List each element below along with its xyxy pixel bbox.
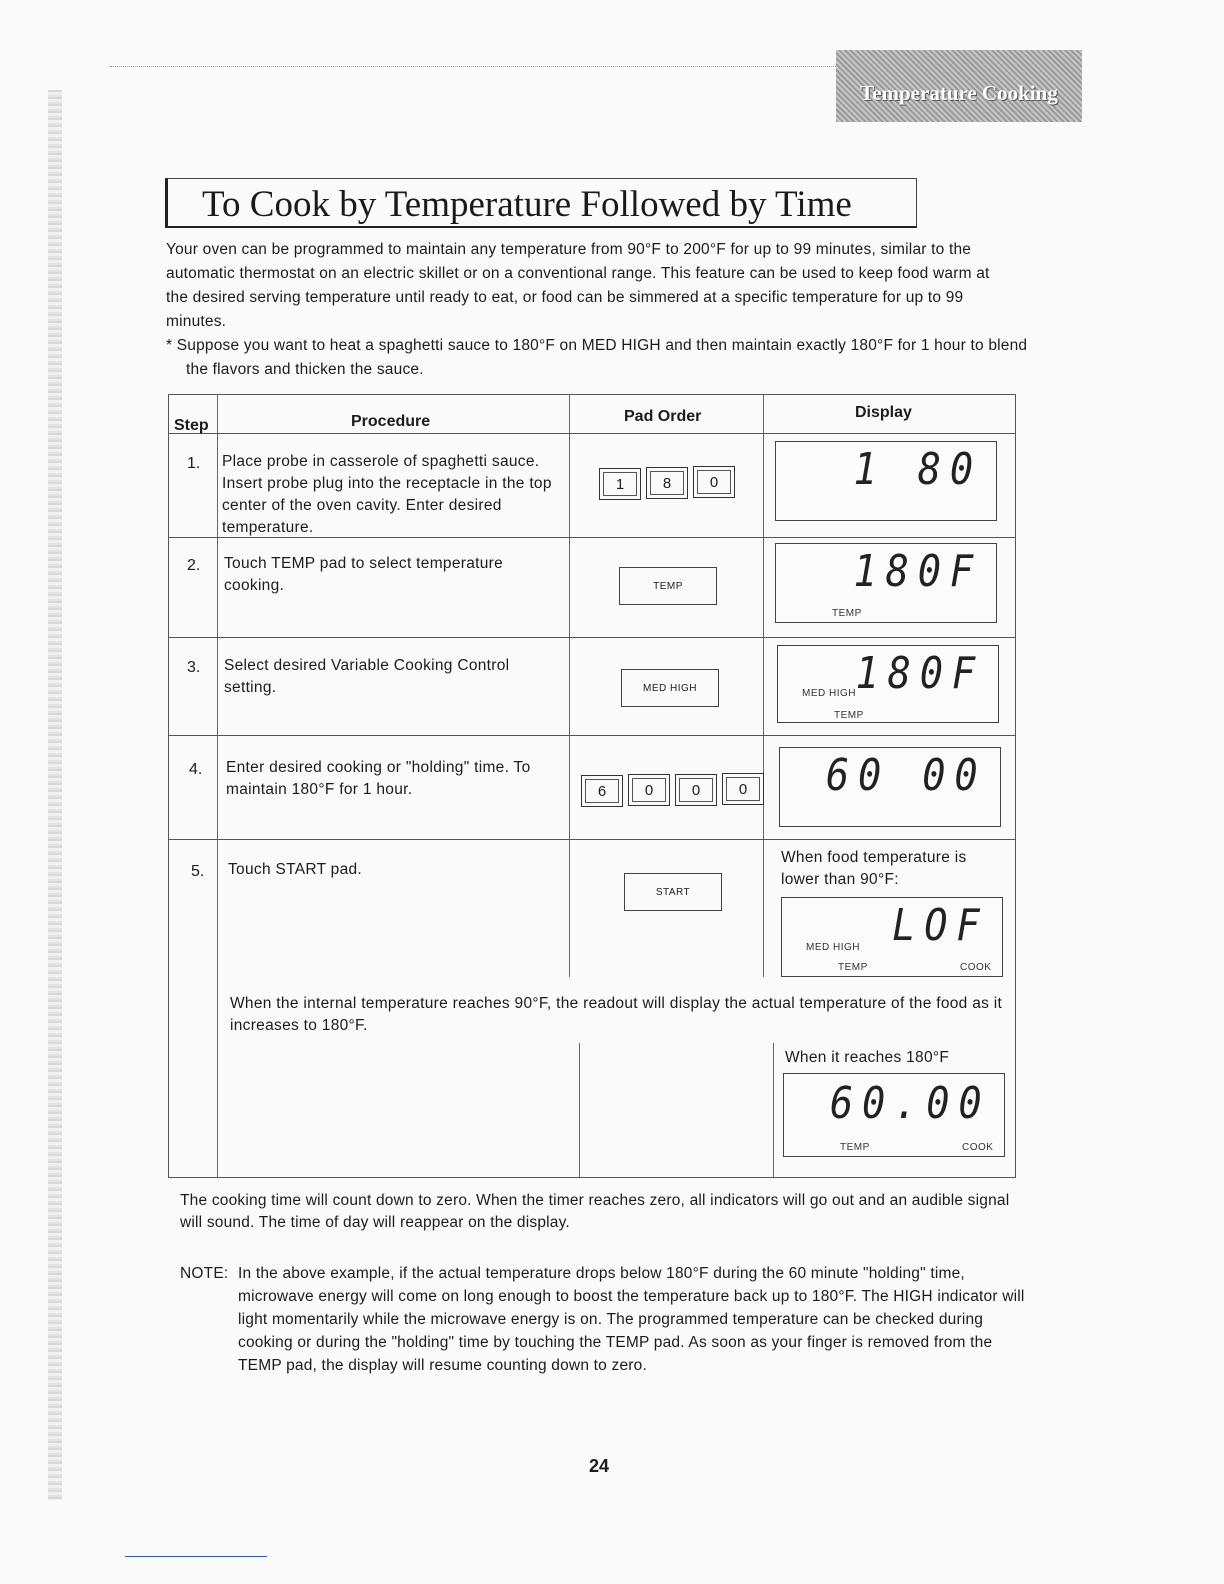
digit-pad-1[interactable]: 1	[599, 468, 641, 500]
header-divider	[169, 433, 1015, 434]
digit-pad-0[interactable]: 0	[628, 774, 670, 806]
digit-pad-8[interactable]: 8	[646, 467, 688, 499]
step-number-4: 4.	[189, 761, 203, 778]
digit-pad-0[interactable]: 0	[693, 466, 735, 498]
indicator-temp: TEMP	[832, 608, 862, 619]
display-readout-2: 180F	[853, 546, 982, 597]
display-readout-4: 60 00	[825, 750, 986, 801]
start-pad[interactable]: START	[624, 873, 722, 911]
header-display: Display	[855, 404, 912, 421]
header-procedure: Procedure	[351, 413, 431, 430]
page-number: 24	[589, 1456, 610, 1476]
step-procedure-2: Touch TEMP pad to select temperature cooking.	[224, 555, 504, 594]
display-step-5	[781, 897, 1003, 977]
display-step-2	[775, 543, 997, 623]
col-divider-pad-lower	[773, 1043, 774, 1177]
digit-pad-0[interactable]: 0	[675, 774, 717, 806]
indicator-med-high: MED HIGH	[802, 688, 856, 699]
display-note-step-5: When food temperature is lower than 90°F:	[781, 849, 967, 888]
scan-edge	[48, 90, 62, 1500]
display-note-final: When it reaches 180°F	[785, 1049, 950, 1066]
procedure-table	[168, 394, 1016, 1178]
title-box	[165, 178, 917, 228]
indicator-temp: TEMP	[838, 962, 868, 973]
outro-paragraph: The cooking time will count down to zero. When the timer reaches zero, all indicators will go out and an audible signal will sound. The time of day will reappear on the display.	[180, 1192, 1010, 1231]
display-readout-3: 180F	[855, 648, 984, 699]
temp-pad[interactable]: TEMP	[619, 567, 717, 605]
display-step-4	[779, 747, 1001, 827]
display-final	[783, 1073, 1005, 1157]
step-procedure-3: Select desired Variable Cooking Control setting.	[224, 657, 510, 696]
row-divider-3	[169, 735, 1015, 736]
step-procedure-1: Place probe in casserole of spaghetti sauce. Insert probe plug into the receptacle in the top center of the oven cavity. Enter desired temperature.	[222, 453, 552, 536]
example-paragraph: * Suppose you want to heat a spaghetti sauce to 180°F on MED HIGH and then maintain exactly 180°F for 1 hour to blend the flavors and thicken the sauce.	[166, 337, 1028, 378]
display-readout-1: 1 80	[853, 444, 982, 495]
step-number-2: 2.	[187, 557, 201, 574]
display-readout-5: LOF	[891, 900, 988, 951]
footer-rule	[125, 1556, 267, 1557]
step-number-3: 3.	[187, 659, 201, 676]
step-procedure-5: Touch START pad.	[228, 861, 363, 878]
internal-temperature-note: When the internal temperature reaches 90°F, the readout will display the actual temperature of the food as it increases to 180°F.	[230, 995, 1003, 1034]
step-number-5: 5.	[191, 863, 205, 880]
indicator-cook: COOK	[962, 1142, 994, 1153]
header-rule	[110, 66, 840, 67]
indicator-med-high: MED HIGH	[806, 942, 860, 953]
step-procedure-4: Enter desired cooking or "holding" time. To maintain 180°F for 1 hour.	[226, 759, 531, 798]
col-divider-procedure	[569, 395, 570, 977]
med-high-pad[interactable]: MED HIGH	[621, 669, 719, 707]
page-title: To Cook by Temperature Followed by Time	[202, 184, 852, 225]
header-pad-order: Pad Order	[624, 408, 702, 425]
section-tab	[836, 50, 1082, 122]
digit-pad-0[interactable]: 0	[722, 773, 764, 805]
row-divider-4	[169, 839, 1015, 840]
display-readout-final: 60.00	[829, 1078, 990, 1129]
note-text: In the above example, if the actual temperature drops below 180°F during the 60 minute "holding" time, microwave energy will come on long enough to boost the temperature back up to 180°F. The HIGH indicator will light momentarily while the microwave energy is on. The programmed temperature can be checked during cooking or during the "holding" time by touching the TEMP pad. As soon as your finger is removed from the TEMP pad, the display will resume counting down to zero.	[238, 1265, 1025, 1374]
intro-paragraph: Your oven can be programmed to maintain any temperature from 90°F to 200°F for up to 99 minutes, similar to the automatic thermostat on an electric skillet or on a conventional range. This feature can be used to keep food warm at the desired serving temperature until ready to eat, or food can be simmered at a specific temperature for up to 99 minutes.	[166, 241, 990, 330]
col-divider-step	[217, 395, 218, 1177]
col-divider-procedure-lower	[579, 1043, 580, 1177]
step-number-1: 1.	[187, 455, 201, 472]
row-divider-2	[169, 637, 1015, 638]
indicator-cook: COOK	[960, 962, 992, 973]
digit-pad-6[interactable]: 6	[581, 775, 623, 807]
note-label: NOTE:	[180, 1265, 229, 1282]
indicator-temp: TEMP	[834, 710, 864, 721]
col-divider-pad	[763, 395, 764, 977]
header-step: Step	[174, 417, 209, 434]
display-step-3	[777, 645, 999, 723]
indicator-temp: TEMP	[840, 1142, 870, 1153]
note-block	[180, 1262, 1025, 1377]
section-tab-label: Temperature Cooking	[860, 80, 1058, 105]
display-step-1	[775, 441, 997, 521]
